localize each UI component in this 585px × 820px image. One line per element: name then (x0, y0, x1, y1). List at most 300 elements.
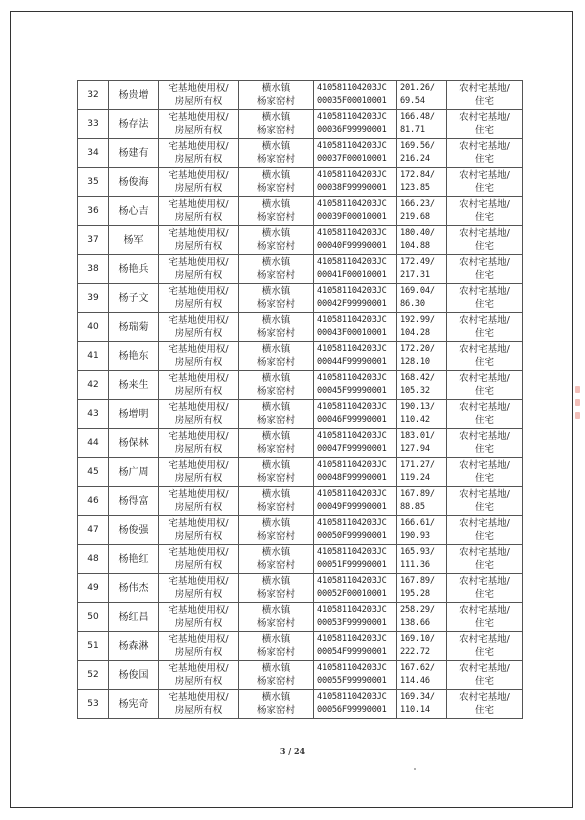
unit-code-cell-line: 00052F00010001 (317, 589, 387, 599)
usage-cell (447, 603, 523, 632)
right-type-cell (159, 429, 239, 458)
right-type-cell (159, 197, 239, 226)
table-row (78, 197, 523, 226)
area-cell (397, 429, 447, 458)
owner-name-cell: 杨存法 (109, 110, 159, 139)
right-type-cell-line: 宅基地使用权/ (168, 199, 229, 210)
location-cell-line: 杨家窑村 (256, 502, 295, 513)
usage-cell-line: 住宅 (474, 647, 494, 658)
location-cell-line: 横水镇 (261, 257, 291, 268)
table-row (78, 487, 523, 516)
unit-code-cell-line: 00036F99990001 (317, 125, 387, 135)
unit-code-cell-line: 410581104203JC (317, 489, 387, 499)
unit-code-cell-line: 00038F99990001 (317, 183, 387, 193)
usage-cell (447, 574, 523, 603)
table-row (78, 516, 523, 545)
table-row (78, 632, 523, 661)
location-cell-line: 杨家窑村 (256, 415, 295, 426)
right-type-cell-line: 宅基地使用权/ (168, 576, 229, 587)
usage-cell-line: 农村宅基地/ (459, 489, 510, 500)
seal-stamp-edge (573, 380, 581, 440)
row-number-cell: 50 (78, 603, 109, 632)
row-number-cell: 49 (78, 574, 109, 603)
table-row (78, 110, 523, 139)
area-cell (397, 342, 447, 371)
location-cell-line: 横水镇 (261, 315, 291, 326)
usage-cell-line: 住宅 (474, 589, 494, 600)
usage-cell (447, 516, 523, 545)
owner-name-cell: 杨保林 (109, 429, 159, 458)
owner-name-cell: 杨广周 (109, 458, 159, 487)
location-cell (239, 661, 314, 690)
location-cell-line: 杨家窑村 (256, 473, 295, 484)
usage-cell-line: 住宅 (474, 618, 494, 629)
owner-name-cell: 杨俊海 (109, 168, 159, 197)
area-cell (397, 516, 447, 545)
unit-code-cell-line: 00053F99990001 (317, 618, 387, 628)
right-type-cell (159, 284, 239, 313)
area-cell-line: 183.01/ (400, 431, 435, 441)
location-cell-line: 横水镇 (261, 489, 291, 500)
usage-cell-line: 住宅 (474, 270, 494, 281)
area-cell-line: 105.32 (400, 386, 430, 396)
location-cell (239, 371, 314, 400)
unit-code-cell-line: 00046F99990001 (317, 415, 387, 425)
area-cell (397, 632, 447, 661)
table-row (78, 168, 523, 197)
unit-code-cell-line: 00039F00010001 (317, 212, 387, 222)
area-cell (397, 168, 447, 197)
owner-name-cell: 杨来生 (109, 371, 159, 400)
area-cell-line: 167.89/ (400, 489, 435, 499)
location-cell-line: 横水镇 (261, 344, 291, 355)
table-row (78, 574, 523, 603)
location-cell (239, 313, 314, 342)
unit-code-cell (314, 110, 397, 139)
area-cell-line: 104.88 (400, 241, 430, 251)
row-number-cell: 53 (78, 690, 109, 719)
usage-cell (447, 400, 523, 429)
usage-cell-line: 住宅 (474, 531, 494, 542)
unit-code-cell-line: 410581104203JC (317, 547, 387, 557)
usage-cell-line: 住宅 (474, 386, 494, 397)
unit-code-cell (314, 342, 397, 371)
table-row (78, 255, 523, 284)
location-cell (239, 197, 314, 226)
table-row (78, 81, 523, 110)
owner-name-cell: 杨艳兵 (109, 255, 159, 284)
location-cell-line: 杨家窑村 (256, 96, 295, 107)
unit-code-cell-line: 410581104203JC (317, 344, 387, 354)
right-type-cell-line: 宅基地使用权/ (168, 315, 229, 326)
location-cell-line: 横水镇 (261, 547, 291, 558)
right-type-cell-line: 宅基地使用权/ (168, 286, 229, 297)
unit-code-cell-line: 00035F00010001 (317, 96, 387, 106)
right-type-cell-line: 宅基地使用权/ (168, 228, 229, 239)
unit-code-cell-line: 410581104203JC (317, 83, 387, 93)
area-cell-line: 123.85 (400, 183, 430, 193)
right-type-cell (159, 487, 239, 516)
location-cell-line: 横水镇 (261, 373, 291, 384)
unit-code-cell-line: 410581104203JC (317, 373, 387, 383)
right-type-cell-line: 房屋所有权 (174, 328, 223, 339)
area-cell (397, 458, 447, 487)
right-type-cell-line: 房屋所有权 (174, 560, 223, 571)
row-number-cell: 47 (78, 516, 109, 545)
row-number-cell: 45 (78, 458, 109, 487)
area-cell-line: 110.14 (400, 705, 430, 715)
usage-cell-line: 农村宅基地/ (459, 315, 510, 326)
area-cell-line: 167.89/ (400, 576, 435, 586)
unit-code-cell-line: 00043F00010001 (317, 328, 387, 338)
location-cell-line: 杨家窑村 (256, 183, 295, 194)
usage-cell-line: 住宅 (474, 705, 494, 716)
right-type-cell-line: 宅基地使用权/ (168, 344, 229, 355)
unit-code-cell-line: 410581104203JC (317, 402, 387, 412)
right-type-cell-line: 宅基地使用权/ (168, 460, 229, 471)
usage-cell-line: 农村宅基地/ (459, 228, 510, 239)
usage-cell-line: 农村宅基地/ (459, 605, 510, 616)
owner-name-cell: 杨心吉 (109, 197, 159, 226)
area-cell-line: 217.31 (400, 270, 430, 280)
table-row (78, 139, 523, 168)
usage-cell-line: 农村宅基地/ (459, 344, 510, 355)
right-type-cell (159, 690, 239, 719)
right-type-cell-line: 房屋所有权 (174, 270, 223, 281)
location-cell-line: 杨家窑村 (256, 299, 295, 310)
usage-cell-line: 住宅 (474, 96, 494, 107)
location-cell-line: 横水镇 (261, 286, 291, 297)
right-type-cell-line: 房屋所有权 (174, 473, 223, 484)
right-type-cell-line: 宅基地使用权/ (168, 170, 229, 181)
table-row (78, 603, 523, 632)
area-cell-line: 172.20/ (400, 344, 435, 354)
unit-code-cell-line: 00056F99990001 (317, 705, 387, 715)
table-row (78, 400, 523, 429)
location-cell-line: 杨家窑村 (256, 589, 295, 600)
area-cell-line: 169.34/ (400, 692, 435, 702)
location-cell-line: 横水镇 (261, 141, 291, 152)
area-cell (397, 284, 447, 313)
usage-cell-line: 农村宅基地/ (459, 170, 510, 181)
usage-cell-line: 住宅 (474, 241, 494, 252)
unit-code-cell-line: 410581104203JC (317, 257, 387, 267)
usage-cell (447, 487, 523, 516)
right-type-cell-line: 房屋所有权 (174, 386, 223, 397)
table-row (78, 342, 523, 371)
area-cell-line: 69.54 (400, 96, 425, 106)
right-type-cell-line: 宅基地使用权/ (168, 692, 229, 703)
location-cell-line: 横水镇 (261, 576, 291, 587)
location-cell (239, 429, 314, 458)
location-cell (239, 400, 314, 429)
unit-code-cell (314, 284, 397, 313)
owner-name-cell: 杨艳红 (109, 545, 159, 574)
area-cell-line: 138.66 (400, 618, 430, 628)
right-type-cell (159, 139, 239, 168)
unit-code-cell (314, 400, 397, 429)
right-type-cell-line: 宅基地使用权/ (168, 83, 229, 94)
unit-code-cell (314, 429, 397, 458)
location-cell (239, 603, 314, 632)
unit-code-cell (314, 226, 397, 255)
usage-cell (447, 197, 523, 226)
row-number-cell: 36 (78, 197, 109, 226)
right-type-cell-line: 房屋所有权 (174, 647, 223, 658)
right-type-cell (159, 574, 239, 603)
usage-cell (447, 139, 523, 168)
unit-code-cell (314, 632, 397, 661)
owner-name-cell: 杨瑞菊 (109, 313, 159, 342)
area-cell (397, 226, 447, 255)
owner-name-cell: 杨子文 (109, 284, 159, 313)
right-type-cell-line: 宅基地使用权/ (168, 373, 229, 384)
unit-code-cell (314, 690, 397, 719)
unit-code-cell (314, 197, 397, 226)
right-type-cell (159, 458, 239, 487)
usage-cell-line: 农村宅基地/ (459, 286, 510, 297)
right-type-cell (159, 226, 239, 255)
usage-cell-line: 农村宅基地/ (459, 634, 510, 645)
table-row (78, 458, 523, 487)
unit-code-cell-line: 00044F99990001 (317, 357, 387, 367)
unit-code-cell-line: 410581104203JC (317, 228, 387, 238)
usage-cell-line: 住宅 (474, 328, 494, 339)
usage-cell-line: 农村宅基地/ (459, 373, 510, 384)
usage-cell-line: 农村宅基地/ (459, 141, 510, 152)
right-type-cell (159, 313, 239, 342)
row-number-cell: 37 (78, 226, 109, 255)
right-type-cell-line: 宅基地使用权/ (168, 605, 229, 616)
area-cell-line: 111.36 (400, 560, 430, 570)
unit-code-cell (314, 661, 397, 690)
row-number-cell: 42 (78, 371, 109, 400)
right-type-cell-line: 宅基地使用权/ (168, 518, 229, 529)
location-cell-line: 杨家窑村 (256, 328, 295, 339)
right-type-cell (159, 168, 239, 197)
usage-cell (447, 168, 523, 197)
area-cell-line: 166.23/ (400, 199, 435, 209)
unit-code-cell (314, 516, 397, 545)
right-type-cell-line: 宅基地使用权/ (168, 431, 229, 442)
usage-cell-line: 农村宅基地/ (459, 431, 510, 442)
area-cell-line: 128.10 (400, 357, 430, 367)
location-cell-line: 横水镇 (261, 518, 291, 529)
unit-code-cell-line: 00048F99990001 (317, 473, 387, 483)
owner-name-cell: 杨俊国 (109, 661, 159, 690)
usage-cell-line: 农村宅基地/ (459, 547, 510, 558)
owner-name-cell: 杨森淋 (109, 632, 159, 661)
right-type-cell-line: 房屋所有权 (174, 154, 223, 165)
unit-code-cell-line: 00040F99990001 (317, 241, 387, 251)
usage-cell-line: 住宅 (474, 473, 494, 484)
location-cell (239, 690, 314, 719)
row-number-cell: 34 (78, 139, 109, 168)
owner-name-cell: 杨贵增 (109, 81, 159, 110)
area-cell-line: 169.56/ (400, 141, 435, 151)
location-cell-line: 杨家窑村 (256, 618, 295, 629)
right-type-cell-line: 房屋所有权 (174, 705, 223, 716)
usage-cell (447, 632, 523, 661)
area-cell-line: 172.84/ (400, 170, 435, 180)
right-type-cell-line: 宅基地使用权/ (168, 141, 229, 152)
row-number-cell: 46 (78, 487, 109, 516)
location-cell-line: 横水镇 (261, 402, 291, 413)
row-number-cell: 35 (78, 168, 109, 197)
unit-code-cell (314, 545, 397, 574)
area-cell-line: 222.72 (400, 647, 430, 657)
location-cell-line: 杨家窑村 (256, 270, 295, 281)
location-cell (239, 487, 314, 516)
table-row (78, 371, 523, 400)
area-cell-line: 190.93 (400, 531, 430, 541)
unit-code-cell (314, 255, 397, 284)
unit-code-cell-line: 00049F99990001 (317, 502, 387, 512)
unit-code-cell-line: 00054F99990001 (317, 647, 387, 657)
right-type-cell-line: 房屋所有权 (174, 241, 223, 252)
location-cell-line: 横水镇 (261, 634, 291, 645)
right-type-cell-line: 房屋所有权 (174, 357, 223, 368)
area-cell-line: 114.46 (400, 676, 430, 686)
usage-cell-line: 住宅 (474, 444, 494, 455)
area-cell (397, 545, 447, 574)
table-row (78, 545, 523, 574)
usage-cell (447, 661, 523, 690)
table-row (78, 284, 523, 313)
area-cell (397, 487, 447, 516)
unit-code-cell (314, 81, 397, 110)
usage-cell-line: 农村宅基地/ (459, 83, 510, 94)
right-type-cell (159, 371, 239, 400)
right-type-cell-line: 宅基地使用权/ (168, 663, 229, 674)
right-type-cell-line: 房屋所有权 (174, 676, 223, 687)
area-cell (397, 255, 447, 284)
usage-cell-line: 农村宅基地/ (459, 257, 510, 268)
area-cell-line: 190.13/ (400, 402, 435, 412)
location-cell-line: 横水镇 (261, 431, 291, 442)
unit-code-cell-line: 00045F99990001 (317, 386, 387, 396)
usage-cell-line: 住宅 (474, 154, 494, 165)
unit-code-cell-line: 410581104203JC (317, 634, 387, 644)
row-number-cell: 33 (78, 110, 109, 139)
row-number-cell: 43 (78, 400, 109, 429)
area-cell (397, 371, 447, 400)
unit-code-cell-line: 410581104203JC (317, 605, 387, 615)
area-cell-line: 171.27/ (400, 460, 435, 470)
area-cell (397, 400, 447, 429)
unit-code-cell (314, 139, 397, 168)
unit-code-cell-line: 00042F99990001 (317, 299, 387, 309)
right-type-cell-line: 房屋所有权 (174, 415, 223, 426)
row-number-cell: 40 (78, 313, 109, 342)
location-cell (239, 284, 314, 313)
usage-cell-line: 住宅 (474, 125, 494, 136)
location-cell (239, 545, 314, 574)
row-number-cell: 41 (78, 342, 109, 371)
usage-cell-line: 住宅 (474, 357, 494, 368)
row-number-cell: 39 (78, 284, 109, 313)
usage-cell (447, 429, 523, 458)
area-cell-line: 180.40/ (400, 228, 435, 238)
right-type-cell-line: 房屋所有权 (174, 502, 223, 513)
unit-code-cell (314, 458, 397, 487)
location-cell (239, 458, 314, 487)
location-cell-line: 杨家窑村 (256, 212, 295, 223)
unit-code-cell-line: 410581104203JC (317, 199, 387, 209)
right-type-cell-line: 房屋所有权 (174, 299, 223, 310)
registration-table (77, 80, 523, 719)
right-type-cell (159, 661, 239, 690)
right-type-cell (159, 632, 239, 661)
unit-code-cell-line: 410581104203JC (317, 663, 387, 673)
area-cell-line: 166.61/ (400, 518, 435, 528)
location-cell (239, 226, 314, 255)
area-cell (397, 197, 447, 226)
usage-cell (447, 458, 523, 487)
area-cell-line: 219.68 (400, 212, 430, 222)
location-cell-line: 杨家窑村 (256, 560, 295, 571)
area-cell-line: 88.85 (400, 502, 425, 512)
row-number-cell: 44 (78, 429, 109, 458)
row-number-cell: 48 (78, 545, 109, 574)
usage-cell-line: 农村宅基地/ (459, 199, 510, 210)
area-cell (397, 139, 447, 168)
table-row (78, 690, 523, 719)
location-cell-line: 杨家窑村 (256, 444, 295, 455)
owner-name-cell: 杨红昌 (109, 603, 159, 632)
area-cell-line: 172.49/ (400, 257, 435, 267)
location-cell-line: 横水镇 (261, 228, 291, 239)
usage-cell-line: 农村宅基地/ (459, 402, 510, 413)
unit-code-cell-line: 410581104203JC (317, 141, 387, 151)
unit-code-cell-line: 410581104203JC (317, 518, 387, 528)
right-type-cell (159, 110, 239, 139)
table-row (78, 661, 523, 690)
table-row (78, 226, 523, 255)
table-row (78, 429, 523, 458)
table-body (78, 81, 523, 719)
unit-code-cell-line: 00037F00010001 (317, 154, 387, 164)
usage-cell-line: 住宅 (474, 560, 494, 571)
area-cell-line: 166.48/ (400, 112, 435, 122)
table-row (78, 313, 523, 342)
area-cell-line: 110.42 (400, 415, 430, 425)
right-type-cell-line: 房屋所有权 (174, 96, 223, 107)
unit-code-cell-line: 410581104203JC (317, 170, 387, 180)
location-cell-line: 横水镇 (261, 112, 291, 123)
right-type-cell (159, 545, 239, 574)
area-cell-line: 169.04/ (400, 286, 435, 296)
right-type-cell-line: 宅基地使用权/ (168, 112, 229, 123)
usage-cell-line: 住宅 (474, 299, 494, 310)
owner-name-cell: 杨得富 (109, 487, 159, 516)
owner-name-cell: 杨建有 (109, 139, 159, 168)
unit-code-cell-line: 00047F99990001 (317, 444, 387, 454)
right-type-cell (159, 516, 239, 545)
area-cell (397, 603, 447, 632)
area-cell-line: 81.71 (400, 125, 425, 135)
unit-code-cell (314, 371, 397, 400)
usage-cell (447, 342, 523, 371)
location-cell-line: 横水镇 (261, 83, 291, 94)
area-cell (397, 574, 447, 603)
area-cell (397, 690, 447, 719)
location-cell-line: 横水镇 (261, 692, 291, 703)
location-cell-line: 横水镇 (261, 199, 291, 210)
usage-cell (447, 81, 523, 110)
area-cell-line: 86.30 (400, 299, 425, 309)
unit-code-cell-line: 410581104203JC (317, 692, 387, 702)
